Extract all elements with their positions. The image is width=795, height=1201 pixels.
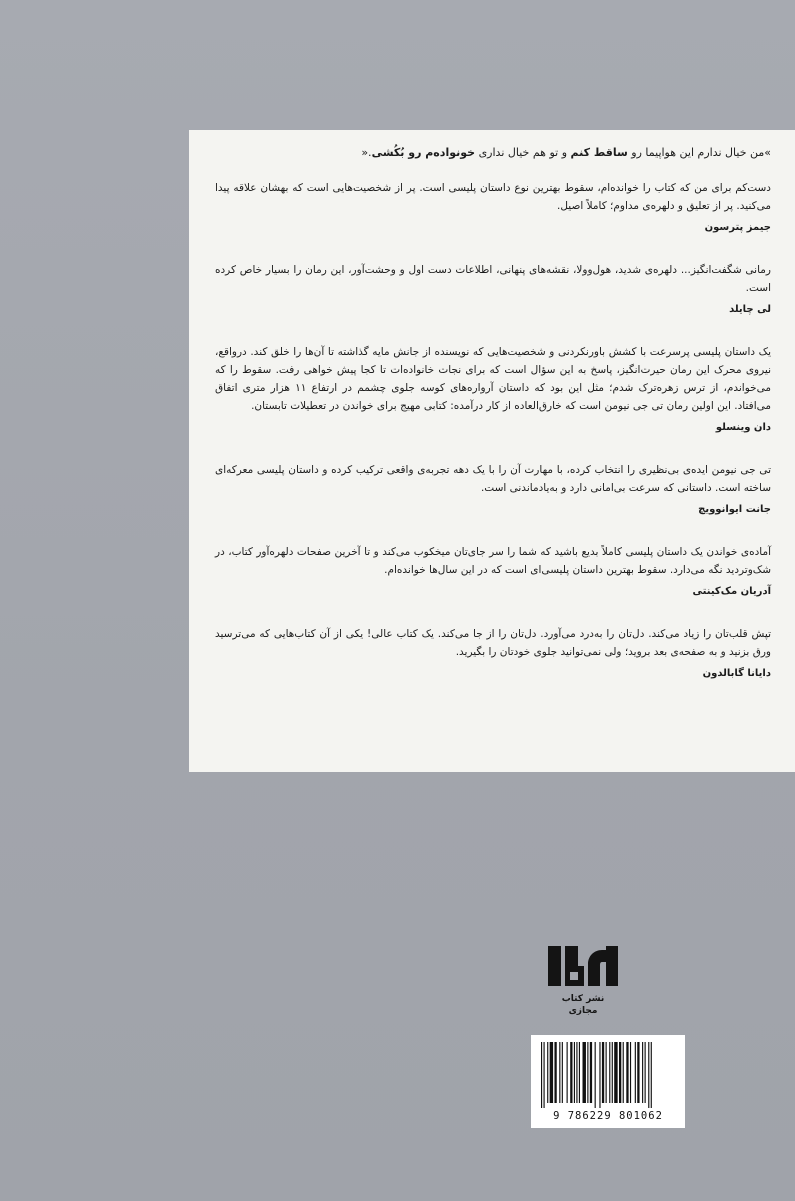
- review-text: تی جی نیومن ایده‌ی بی‌نظیری را انتخاب کرده، با مهارت آن را با یک دهه تجربه‌ی واقعی ترکیب کرده و داستان پلیسی معرکه‌ای ساخته است. داستانی که سرعت بی‌امانی دارد و به‌یادماندنی است.: [215, 464, 771, 494]
- review-author: جیمز پترسون: [704, 222, 771, 233]
- publisher-logo: [546, 942, 620, 1017]
- barcode-icon: [537, 1042, 679, 1108]
- review-item: [215, 461, 771, 518]
- review-author: لی چایلد: [729, 304, 771, 315]
- close-quote-mark: .«: [361, 146, 372, 159]
- review-item: [215, 343, 771, 436]
- lead-quote-bold-2: خونواده‌م رو بُکُشی: [371, 146, 476, 159]
- publisher-logo-icon: [546, 942, 620, 990]
- publisher-name: نشر کتاب مجازی: [561, 994, 605, 1016]
- lead-quote: [215, 144, 771, 162]
- review-item: [215, 261, 771, 318]
- review-item: [215, 625, 771, 682]
- blurb-panel: [189, 130, 795, 772]
- review-item: [215, 543, 771, 600]
- isbn-number: 9 786229 801062: [553, 1110, 663, 1122]
- review-item: [215, 179, 771, 236]
- review-text: یک داستان پلیسی پرسرعت با کشش باورنکردنی و شخصیت‌هایی که نویسنده از جانش مایه گذاشته تا آن‌ها را خلق کند. درواقع، نیروی محرک این رمان حیرت‌انگیز، پاسخ به این سؤال است که برای نجات خانواده‌ات تا کجا پیش خواهی رفت. سقوط را که می‌خواندم، از ترس زهره‌ترک شدم؛ مثل این بود که داستان آرواره‌های کوسه جلوی چشمم در ارتفاع ۱۱ هزار متری اتفاق می‌افتاد. این اولین رمان تی جی نیومن است که خارق‌العاده از کار درآمده: کتابی مهیج برای خواندن در تعطیلات تابستان.: [215, 346, 771, 412]
- review-author: آدریان مک‌کینتی: [692, 586, 771, 597]
- review-text: آماده‌ی خواندن یک داستان پلیسی کاملاً بدیع باشید که شما را سر جای‌تان میخکوب می‌کند و تا آخرین صفحات دلهره‌آور کتاب، در شک‌وتردید نگه می‌دارد. سقوط بهترین داستان پلیسی‌ای است که در این سال‌ها خوانده‌ام.: [215, 546, 771, 576]
- lead-quote-part-2: و تو هم خیال نداری: [475, 146, 571, 159]
- lead-quote-part-1: من خیال ندارم این هواپیما رو: [627, 146, 765, 159]
- review-text: دست‌کم برای من که کتاب را خوانده‌ام، سقوط بهترین نوع داستان پلیسی است. پر از شخصیت‌هایی است که بهشان علاقه پیدا می‌کنید. پر از تعلیق و دلهره‌ی مداوم؛ کاملاً اصیل.: [215, 182, 771, 212]
- review-author: دایانا گابالدون: [702, 668, 771, 679]
- review-text: تپش قلب‌تان را زیاد می‌کند. دل‌تان را به‌درد می‌آورد. دل‌تان را از جا می‌کند. یک کتاب عالی! یکی از آن کتاب‌هایی که می‌ترسید ورق بزنید و به صفحه‌ی بعد بروید؛ ولی نمی‌توانید جلوی خودتان را بگیرید.: [215, 628, 771, 658]
- isbn-barcode: [531, 1035, 685, 1128]
- lead-quote-bold-1: ساقط کنم: [570, 146, 628, 159]
- review-text: رمانی شگفت‌انگیز... دلهره‌ی شدید، هول‌وولا، نقشه‌های پنهانی، اطلاعات دست اول و وحشت‌آور، این رمان را بسیار خاص کرده است.: [215, 264, 771, 294]
- open-quote-mark: »: [764, 146, 771, 159]
- review-author: دان وینسلو: [715, 422, 771, 433]
- review-author: جانت ایوانوویچ: [698, 504, 771, 515]
